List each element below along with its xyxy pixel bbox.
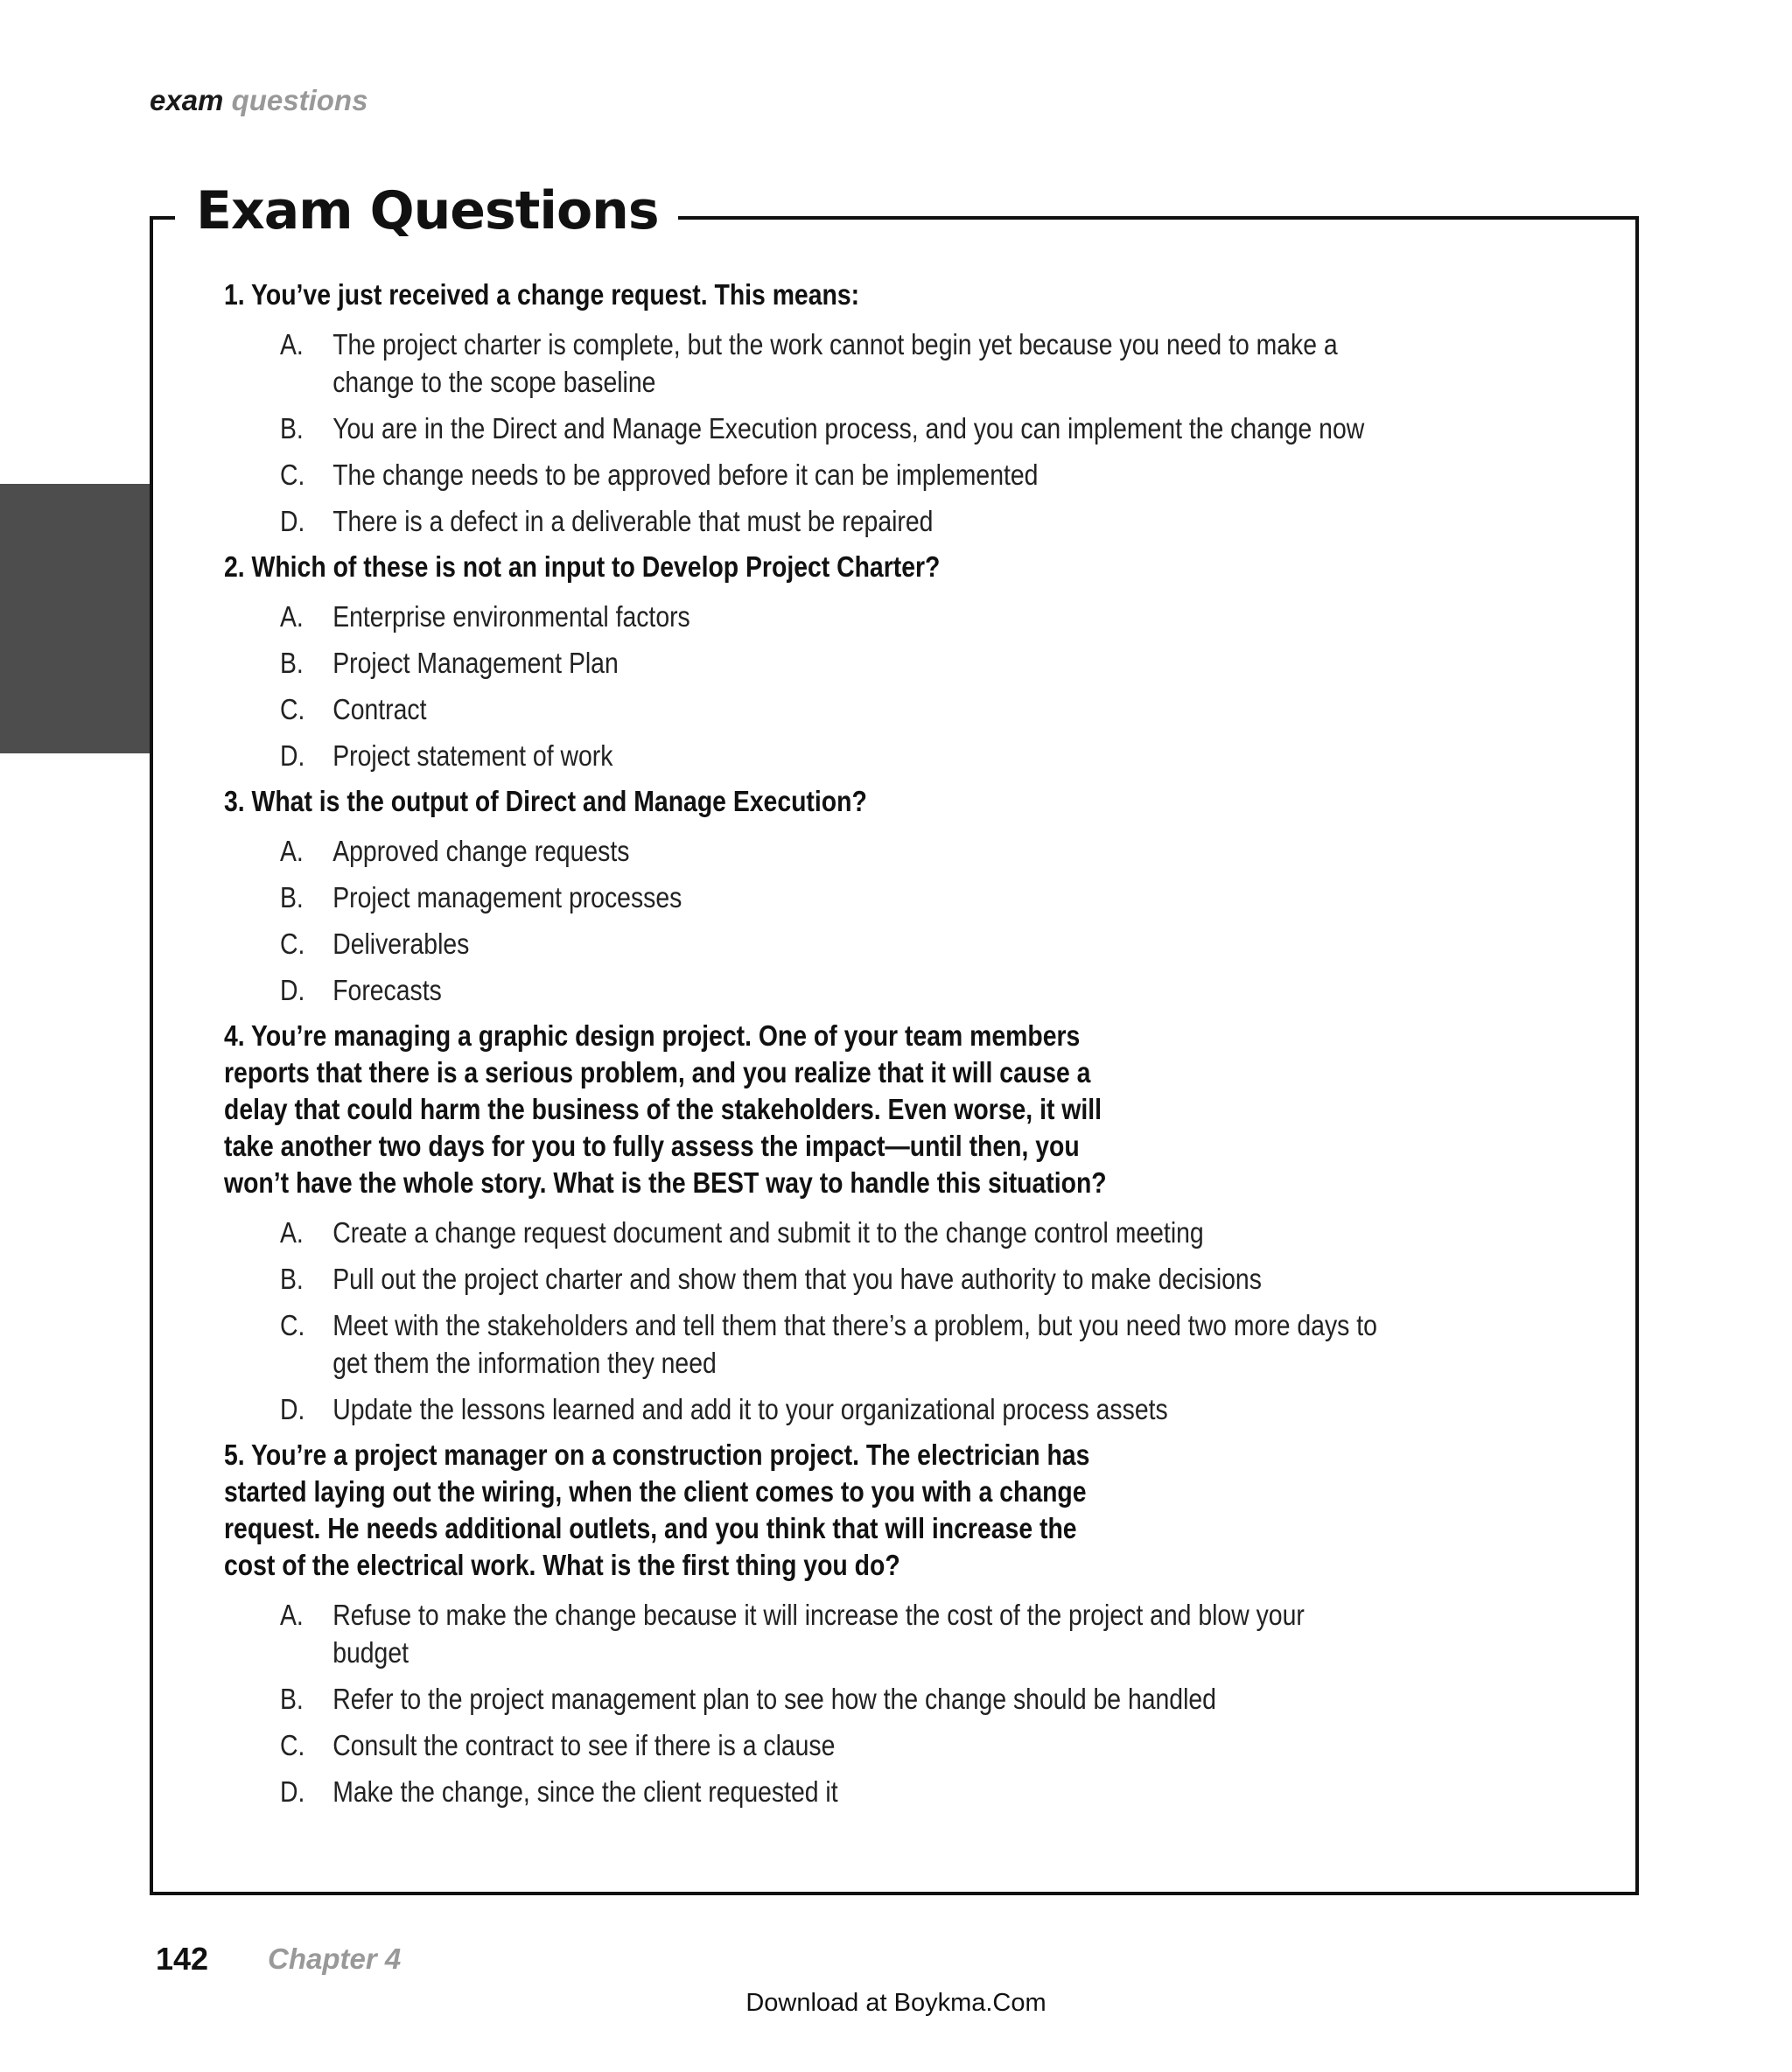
option-text: The change needs to be approved before it can be implemented [332,458,1039,491]
option-text: Approved change requests [332,835,630,867]
option-text: Create a change request document and submit it to the change control meeting [332,1216,1204,1249]
option-c [280,925,1379,962]
option-letter: D. [280,1775,305,1808]
option-c [280,1726,1379,1764]
option-list [280,1596,1449,1810]
option-letter: B. [280,1683,304,1715]
option-letter: B. [280,647,304,679]
option-letter: B. [280,881,304,914]
question-stem: 4. You’re managing a graphic design project. One of your team members reports that there is a serious problem, and you realize that it will cause a delay that could harm the business of the stakeholders. Even worse, it will take another two days for you to fully assess the impact—until then, you won’t have the whole story. What is the BEST way to handle this situation? [224,1019,1107,1199]
option-b [280,644,1379,682]
option-text: The project charter is complete, but the work cannot begin yet because you need to make a change to the scope baseline [332,328,1338,398]
option-letter: A. [280,835,304,867]
option-text: Project management processes [332,881,682,914]
option-letter: D. [280,505,305,537]
option-text: Forecasts [332,974,442,1006]
option-d [280,971,1379,1009]
option-text: Update the lessons learned and add it to your organizational process assets [332,1393,1168,1425]
option-b [280,1260,1379,1298]
option-letter: B. [280,1263,304,1295]
option-letter: C. [280,693,305,725]
option-text: You are in the Direct and Manage Execution process, and you can implement the change now [332,412,1365,444]
option-list [280,832,1449,1009]
option-text: Contract [332,693,427,725]
option-list [280,326,1449,540]
option-letter: A. [280,1599,304,1631]
option-letter: C. [280,1729,305,1761]
running-head-light: questions [231,84,368,116]
option-b [280,1680,1379,1718]
option-letter: D. [280,1393,305,1425]
option-a [280,598,1379,635]
running-head-bold: exam [150,84,224,116]
chapter-label: Chapter 4 [268,1942,402,1975]
option-d [280,1773,1379,1810]
download-note: Download at Boykma.Com [746,1989,1046,2017]
option-letter: A. [280,1216,304,1249]
option-text: Meet with the stakeholders and tell them that there’s a problem, but you need two more days to get them the information they need [332,1309,1377,1379]
option-text: Consult the contract to see if there is a clause [332,1729,836,1761]
question-1 [224,276,1449,540]
option-text: Pull out the project charter and show them that you have authority to make decisions [332,1263,1262,1295]
option-text: Make the change, since the client requested it [332,1775,838,1808]
option-letter: A. [280,600,304,633]
question-2 [224,549,1449,774]
option-text: Enterprise environmental factors [332,600,690,633]
option-text: Project Management Plan [332,647,619,679]
question-5 [224,1437,1449,1810]
question-stem: 3. What is the output of Direct and Manage Execution? [224,785,867,817]
option-a [280,1596,1379,1671]
option-list [280,598,1449,774]
chapter-side-tab [0,484,150,753]
option-b [280,878,1379,916]
option-letter: C. [280,928,305,960]
option-c [280,456,1379,494]
option-a [280,1214,1379,1251]
question-stem: 2. Which of these is not an input to Develop Project Charter? [224,550,941,583]
option-text: Refer to the project management plan to see how the change should be handled [332,1683,1216,1715]
option-letter: D. [280,739,305,772]
option-b [280,410,1379,447]
question-stem: 1. You’ve just received a change request. This means: [224,278,860,311]
option-text: There is a defect in a deliverable that must be repaired [332,505,934,537]
option-letter: D. [280,974,305,1006]
question-list [224,276,1449,1819]
page-title: Exam Questions [175,172,678,250]
option-a [280,326,1379,401]
question-3 [224,783,1449,1009]
question-4 [224,1018,1449,1428]
running-head [150,84,368,117]
option-c [280,690,1379,728]
option-text: Refuse to make the change because it will increase the cost of the project and blow your budget [332,1599,1305,1669]
option-a [280,832,1379,870]
option-letter: C. [280,1309,305,1341]
option-list [280,1214,1449,1428]
question-stem: 5. You’re a project manager on a construction project. The electrician has started laying out the wiring, when the client comes to you with a change request. He needs additional outlets, and you think that will increase the cost of the electrical work. What is the first thing you do? [224,1438,1090,1581]
option-text: Deliverables [332,928,470,960]
option-text: Project statement of work [332,739,613,772]
option-d [280,737,1379,774]
option-letter: A. [280,328,304,360]
option-c [280,1306,1379,1382]
option-d [280,502,1379,540]
page-number: 142 [156,1941,209,1977]
option-letter: C. [280,458,305,491]
option-letter: B. [280,412,304,444]
option-d [280,1390,1379,1428]
